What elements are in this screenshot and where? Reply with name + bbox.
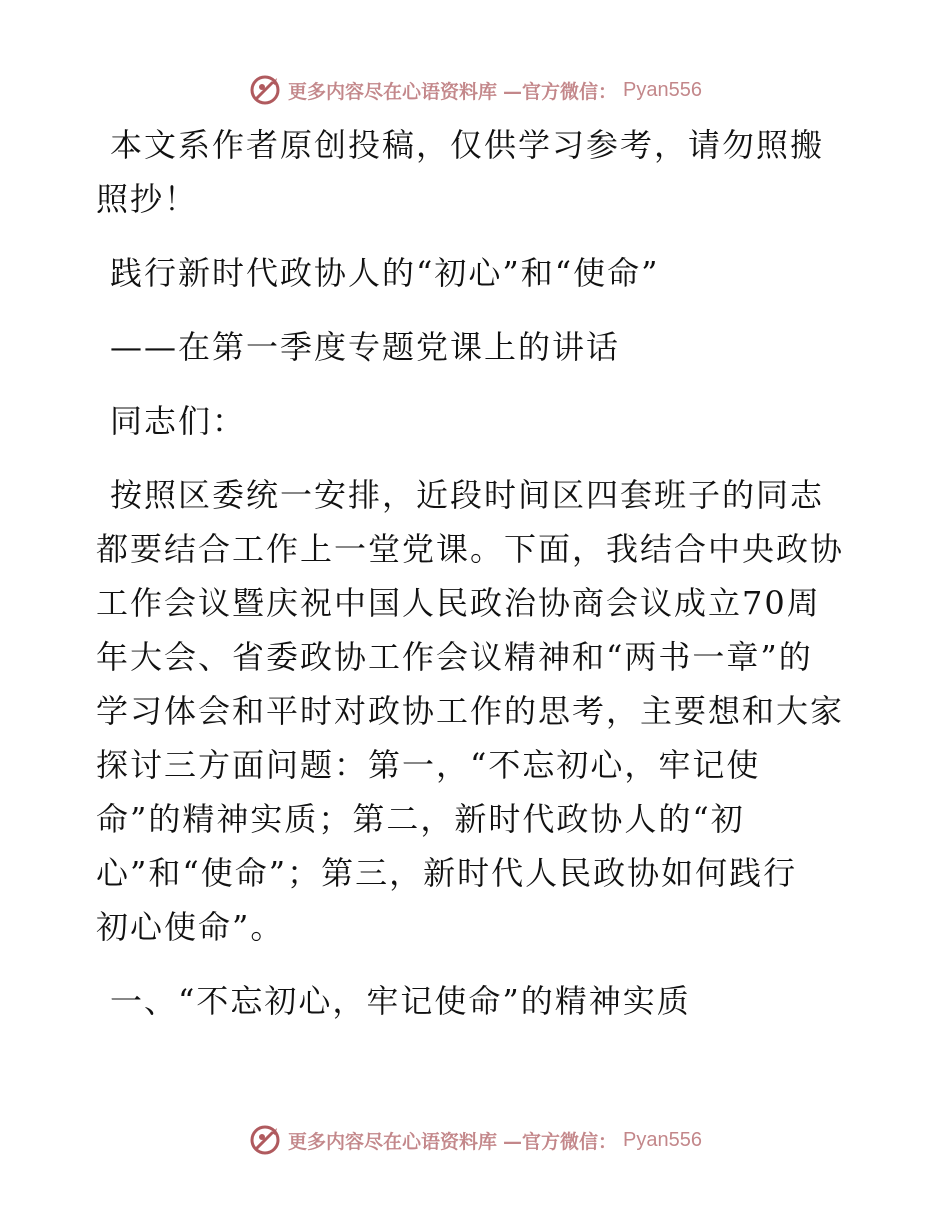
document-title: 践行新时代政协人的“初心”和“使命” <box>110 254 660 292</box>
banner-wechat-id: Pyan556 <box>623 78 702 101</box>
notice-line: 照抄！ <box>96 180 199 218</box>
banner-wechat-id: Pyan556 <box>623 1128 702 1151</box>
copyright-notice <box>96 118 866 226</box>
notice-line: 本文系作者原创投稿，仅供学习参考，请勿照搬 <box>110 126 825 164</box>
header-banner-content <box>248 73 702 107</box>
body-line: 都要结合工作上一堂党课。下面，我结合中央政协 <box>96 530 845 568</box>
body-line: 学习体会和平时对政协工作的思考，主要想和大家 <box>96 692 845 730</box>
body-line: 按照区委统一安排，近段时间区四套班子的同志 <box>110 476 825 514</box>
body-line: 心”和“使命”；第三，新时代人民政协如何践行 <box>96 854 798 892</box>
banner-wechat-prefix: —官方微信： <box>503 80 618 103</box>
body-line: 命”的精神实质；第二，新时代政协人的“初 <box>96 800 745 838</box>
body-line: 探讨三方面问题：第一，“不忘初心，牢记使 <box>96 746 761 784</box>
banner-site-text: 更多内容尽在心语资料库 <box>288 80 498 103</box>
document-subtitle: ——在第一季度专题党课上的讲话 <box>110 328 621 366</box>
banner-wechat-prefix: —官方微信： <box>503 1130 618 1153</box>
body-paragraph <box>96 468 866 954</box>
footer-banner-content <box>248 1123 702 1157</box>
body-line: 年大会、省委政协工作会议精神和“两书一章”的 <box>96 638 813 676</box>
header-banner <box>0 70 950 110</box>
body-line: 初心使命”。 <box>96 908 285 946</box>
body-line: 工作会议暨庆祝中国人民政治协商会议成立70周 <box>96 584 821 622</box>
section-heading: 一、“不忘初心，牢记使命”的精神实质 <box>110 982 691 1020</box>
pen-logo-icon <box>248 73 282 107</box>
document-body <box>96 118 866 1028</box>
banner-site-text: 更多内容尽在心语资料库 <box>288 1130 498 1153</box>
salutation: 同志们： <box>110 402 247 440</box>
pen-logo-icon <box>248 1123 282 1157</box>
footer-banner <box>0 1120 950 1160</box>
